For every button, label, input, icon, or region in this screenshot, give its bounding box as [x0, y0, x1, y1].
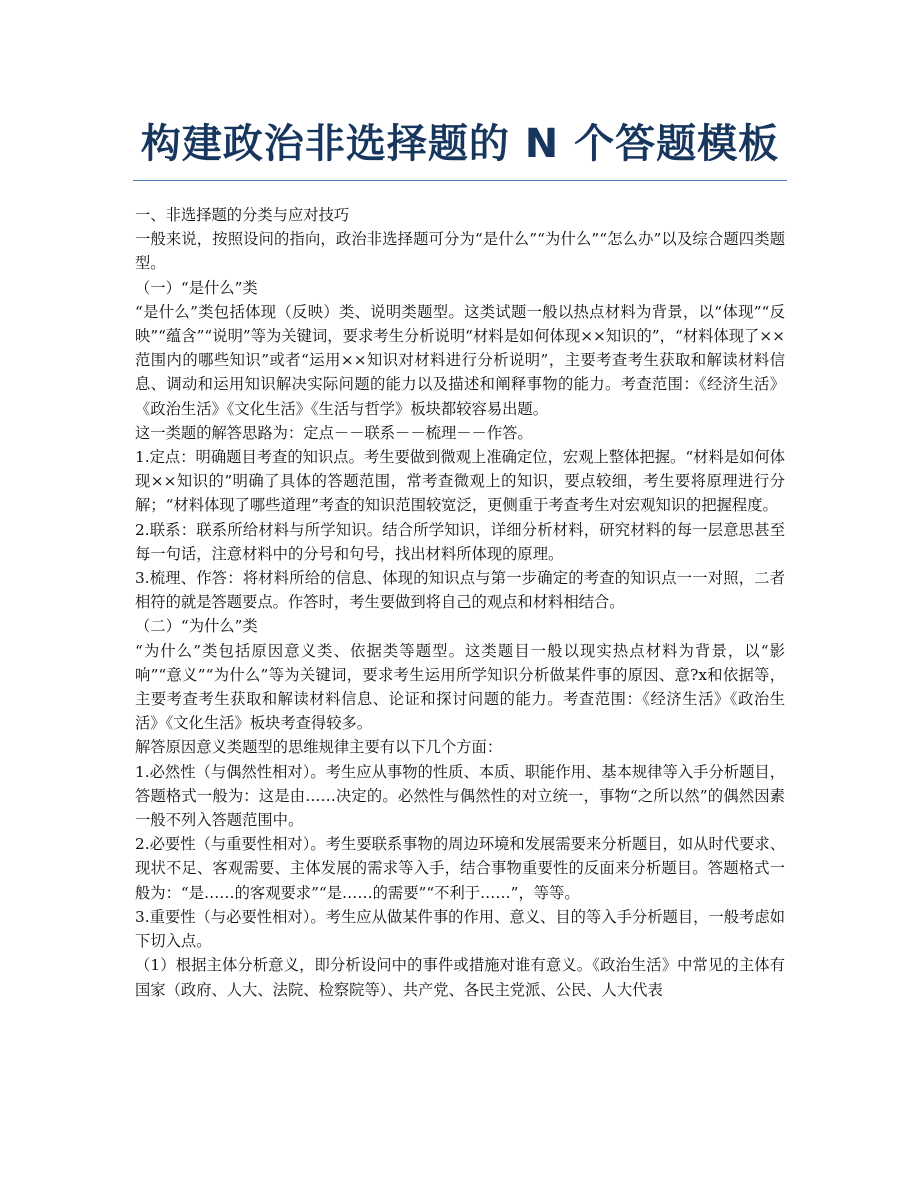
paragraph: 3.梳理、作答：将材料所给的信息、体现的知识点与第一步确定的考查的知识点一一对照，二者相符的就是答题要点。作答时，考生要做到将自己的观点和材料相结合。	[135, 569, 785, 612]
subsection-heading: （二）“为什么”类	[135, 617, 258, 636]
paragraph: 2.必要性（与重要性相对）。考生要联系事物的周边环境和发展需要来分析题目，如从时代要求、现状不足、客观需要、主体发展的需求等入手，结合事物重要性的反面来分析题目。答题格式一般为：“是……的客观要求”“是……的需要”“不利于……”，等等。	[135, 835, 785, 902]
paragraph: 2.联系：联系所给材料与所学知识。结合所学知识，详细分析材料，研究材料的每一层意思甚至每一句话，注意材料中的分号和句号，找出材料所体现的原理。	[135, 520, 785, 563]
paragraph: “是什么”类包括体现（反映）类、说明类题型。这类试题一般以热点材料为背景，以“体现”“反映”“蕴含”“说明”等为关键词，要求考生分析说明“材料是如何体现××知识的”，“材料体现了××范围内的哪些知识”或者“运用××知识对材料进行分析说明”，主要考查考生获取和解读材料信息、调动和运用知识解决实际问题的能力以及描述和阐释事物的能力。考查范围：《经济生活》《政治生活》《文化生活》《生活与哲学》板块都较容易出题。	[135, 302, 785, 418]
document-body	[135, 203, 785, 1002]
subsection-heading: （一）“是什么”类	[135, 278, 258, 297]
paragraph: 解答原因意义类题型的思维规律主要有以下几个方面：	[135, 738, 503, 757]
paragraph: （1）根据主体分析意义，即分析设问中的事件或措施对谁有意义。《政治生活》中常见的主体有国家（政府、人大、法院、检察院等）、共产党、各民主党派、公民、人大代表	[135, 956, 785, 999]
paragraph: 1.必然性（与偶然性相对）。考生应从事物的性质、本质、职能作用、基本规律等入手分析题目，答题格式一般为：这是由……决定的。必然性与偶然性的对立统一，事物“之所以然”的偶然因素一般不列入答题范围中。	[135, 762, 785, 830]
paragraph: 3.重要性（与必要性相对）。考生应从做某件事的作用、意义、目的等入手分析题目，一般考虑如下切入点。	[135, 907, 785, 951]
section-heading: 一、非选择题的分类与应对技巧	[135, 206, 350, 224]
document-title: 构建政治非选择题的 N 个答题模板	[140, 121, 780, 167]
paragraph: 一般来说，按照设问的指向，政治非选择题可分为“是什么”“为什么”“怎么办”以及综合题四类题型。	[135, 230, 785, 273]
paragraph: “为什么”类包括原因意义类、依据类等题型。这类题目一般以现实热点材料为背景，以“影响”“意义”“为什么”等为关键词，要求考生运用所学知识分析做某件事的原因、意?x和依据等，主要考查考生获取和解读材料信息、论证和探讨问题的能力。考查范围：《经济生活》《政治生活》《文化生活》板块考查得较多。	[135, 641, 785, 733]
title-divider	[133, 180, 787, 181]
paragraph: 这一类题的解答思路为：定点－－联系－－梳理－－作答。	[135, 423, 533, 442]
paragraph: 1.定点：明确题目考查的知识点。考生要做到微观上准确定位，宏观上整体把握。“材料是如何体现××知识的”明确了具体的答题范围，常考查微观上的知识，要点较细，考生要将原理进行分解；“材料体现了哪些道理”考查的知识范围较宽泛，更侧重于考查考生对宏观知识的把握程度。	[135, 448, 785, 515]
